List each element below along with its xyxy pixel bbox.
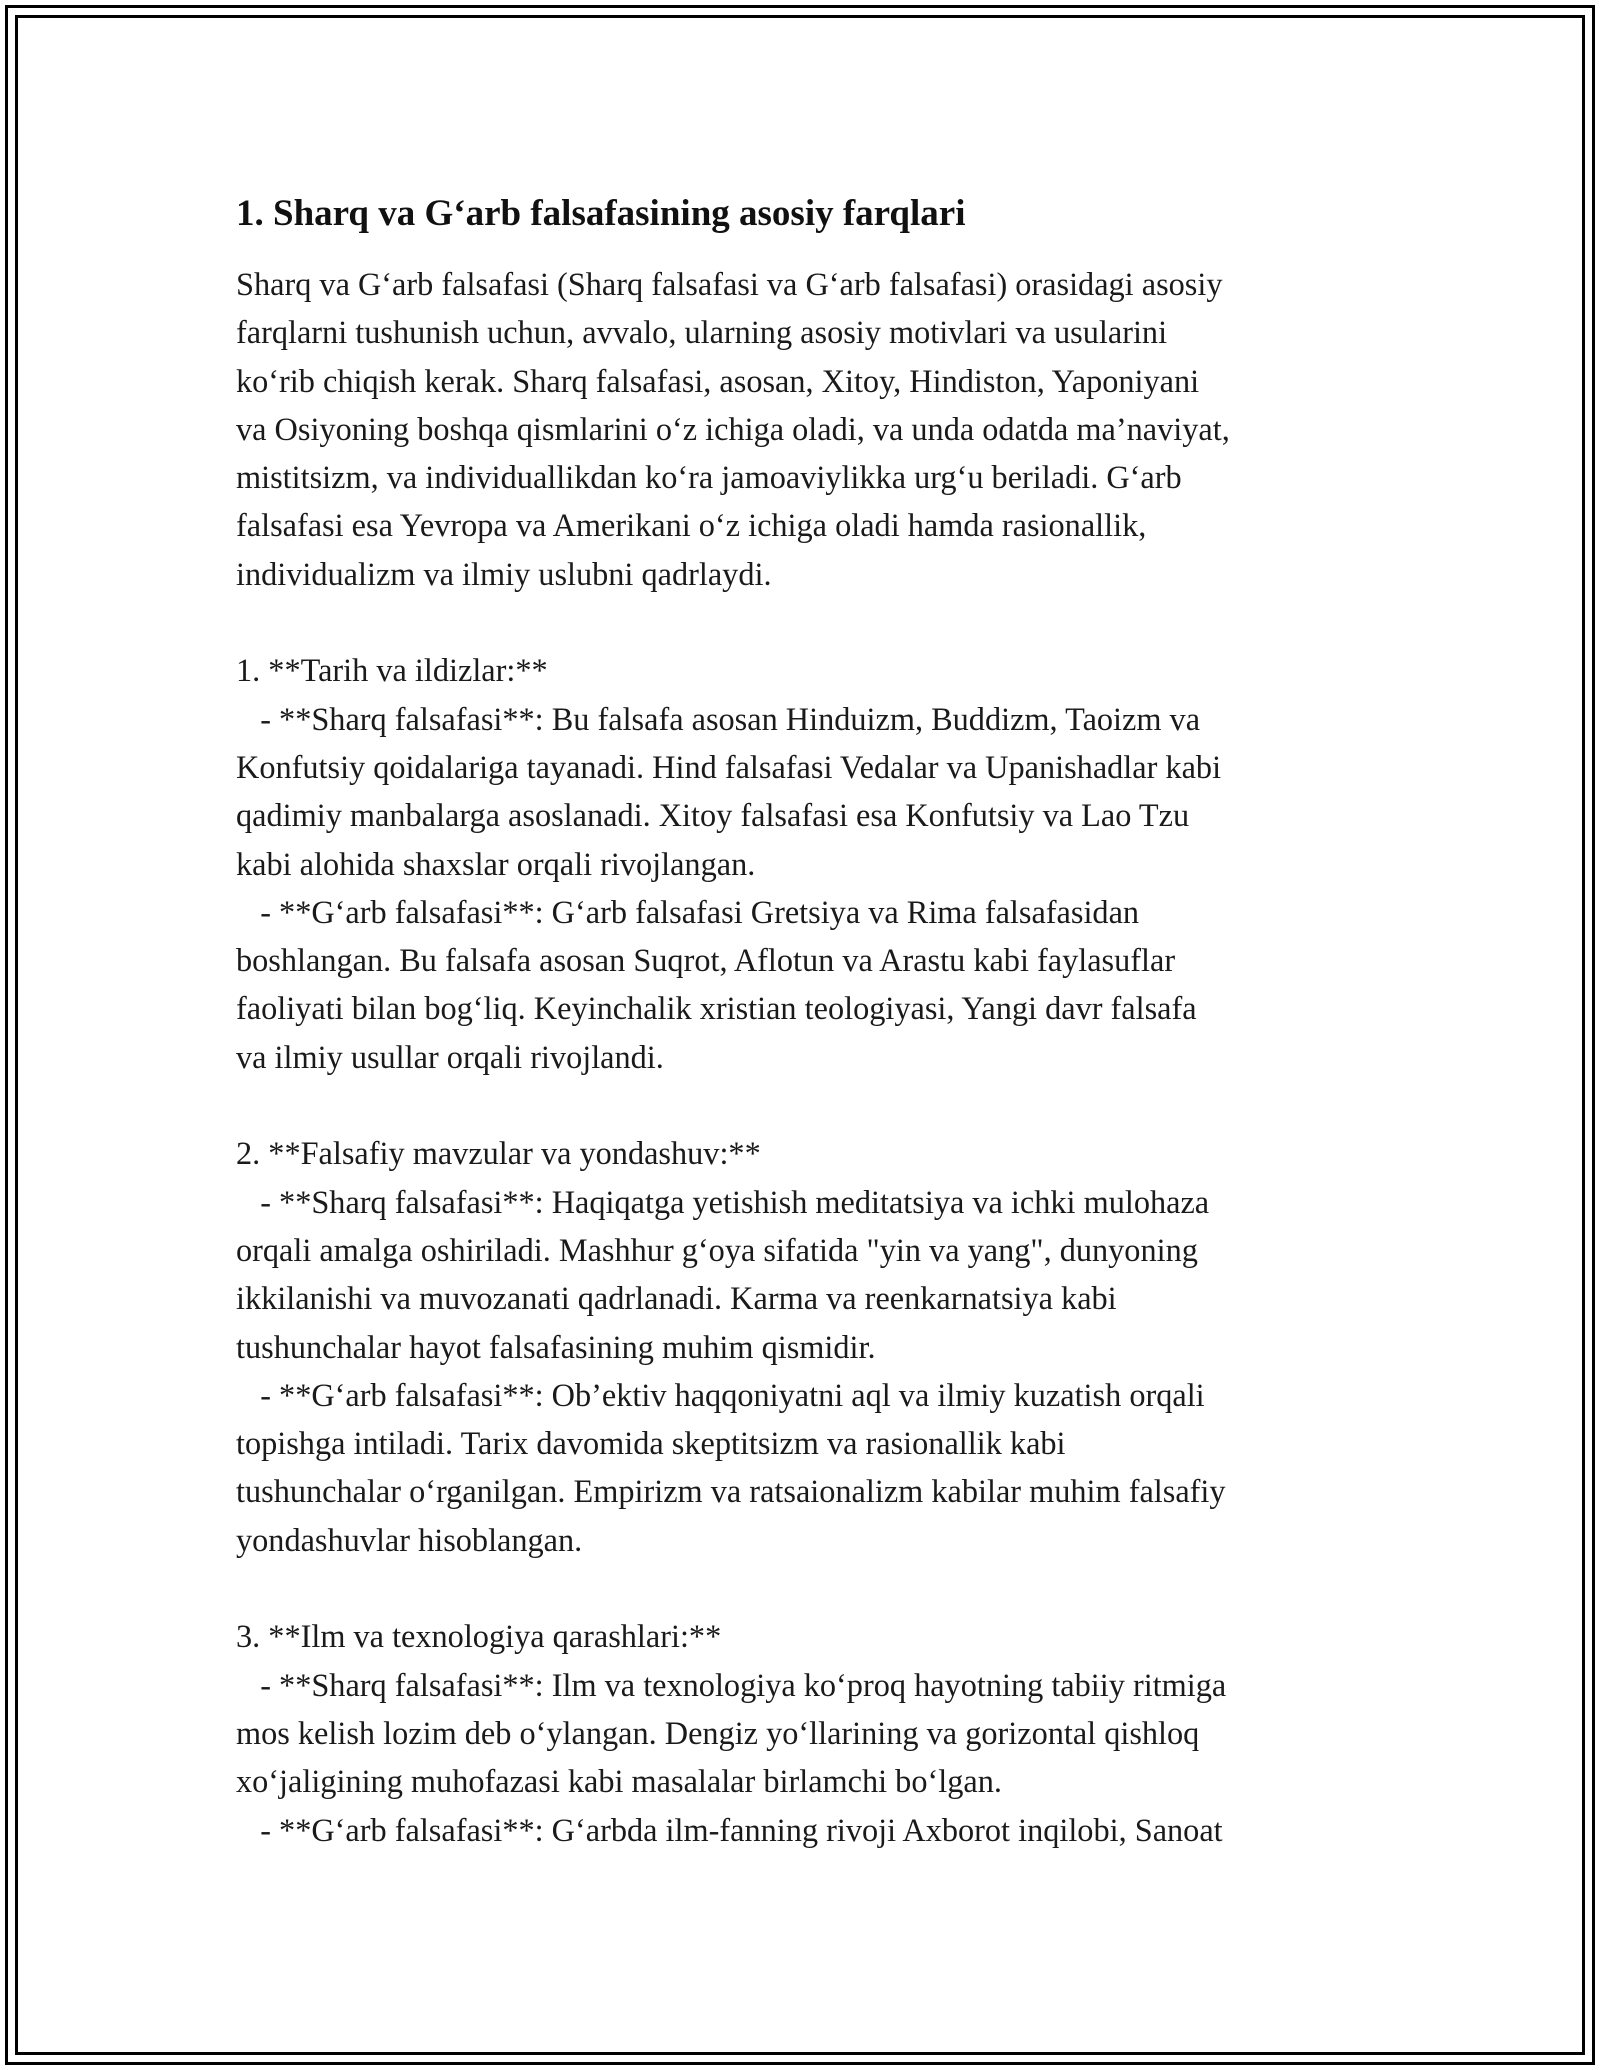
text-line: - **Sharq falsafasi**: Ilm va texnologiya ko‘proq hayotning tabiiy ritmiga [236,1666,1227,1703]
text-line: 1. **Tarih va ildizlar:** [236,652,548,689]
text-line: Konfutsiy qoidalariga tayanadi. Hind falsafasi Vedalar va Upanishadlar kabi [236,748,1222,785]
document-body [236,188,1386,1854]
text-line: va Osiyoning boshqa qismlarini o‘z ichiga oladi, va unda odatda ma’naviyat, [236,410,1230,447]
text-line: farqlarni tushunish uchun, avvalo, ularning asosiy motivlari va usularini [236,314,1168,351]
blank-line [236,1081,1386,1129]
text-line: tushunchalar hayot falsafasining muhim qismidir. [236,1328,876,1365]
section-heading: 1. Sharq va G‘arb falsafasining asosiy farqlari [236,193,966,234]
text-line: topishga intiladi. Tarix davomida skeptitsizm va rasionallik kabi [236,1425,1066,1462]
text-line: xo‘jaligining muhofazasi kabi masalalar birlamchi bo‘lgan. [236,1763,1002,1800]
body-text [236,260,1386,1854]
text-line: mos kelish lozim deb o‘ylangan. Dengiz yo‘llarining va gorizontal qishloq [236,1714,1200,1751]
text-line: - **G‘arb falsafasi**: Ob’ektiv haqqoniyatni aql va ilmiy kuzatish orqali [236,1376,1205,1413]
text-line: 2. **Falsafiy mavzular va yondashuv:** [236,1135,761,1172]
blank-line [236,1564,1386,1612]
text-line: yondashuvlar hisoblangan. [236,1521,583,1558]
text-line: tushunchalar o‘rganilgan. Empirizm va ratsaionalizm kabilar muhim falsafiy [236,1473,1226,1510]
text-line: ko‘rib chiqish kerak. Sharq falsafasi, asosan, Xitoy, Hindiston, Yaponiyani [236,362,1200,399]
text-line: qadimiy manbalarga asoslanadi. Xitoy falsafasi esa Konfutsiy va Lao Tzu [236,797,1190,834]
text-line: va ilmiy usullar orqali rivojlandi. [236,1038,664,1075]
blank-line [236,598,1386,646]
text-line: Sharq va G‘arb falsafasi (Sharq falsafasi va G‘arb falsafasi) orasidagi asosiy [236,266,1223,302]
text-line: individualizm va ilmiy uslubni qadrlaydi. [236,555,772,592]
text-line: kabi alohida shaxslar orqali rivojlangan. [236,845,756,882]
text-line: faoliyati bilan bog‘liq. Keyinchalik xristian teologiyasi, Yangi davr falsafa [236,990,1197,1027]
text-line: boshlangan. Bu falsafa asosan Suqrot, Aflotun va Arastu kabi faylasuflar [236,942,1176,979]
text-line: - **G‘arb falsafasi**: G‘arbda ilm-fanning rivoji Axborot inqilobi, Sanoat [236,1811,1223,1848]
text-line: 3. **Ilm va texnologiya qarashlari:** [236,1618,722,1655]
text-line: - **Sharq falsafasi**: Bu falsafa asosan Hinduizm, Buddizm, Taoizm va [236,700,1201,737]
text-line: falsafasi esa Yevropa va Amerikani o‘z ichiga oladi hamda rasionallik, [236,507,1147,544]
text-line: - **Sharq falsafasi**: Haqiqatga yetishish meditatsiya va ichki mulohaza [236,1183,1210,1220]
text-line: orqali amalga oshiriladi. Mashhur g‘oya sifatida "yin va yang", dunyoning [236,1231,1198,1268]
text-line: ikkilanishi va muvozanati qadrlanadi. Karma va reenkarnatsiya kabi [236,1280,1117,1317]
text-line: mistitsizm, va individuallikdan ko‘ra jamoaviylikka urg‘u beriladi. G‘arb [236,459,1182,496]
text-line: - **G‘arb falsafasi**: G‘arb falsafasi Gretsiya va Rima falsafasidan [236,893,1140,930]
